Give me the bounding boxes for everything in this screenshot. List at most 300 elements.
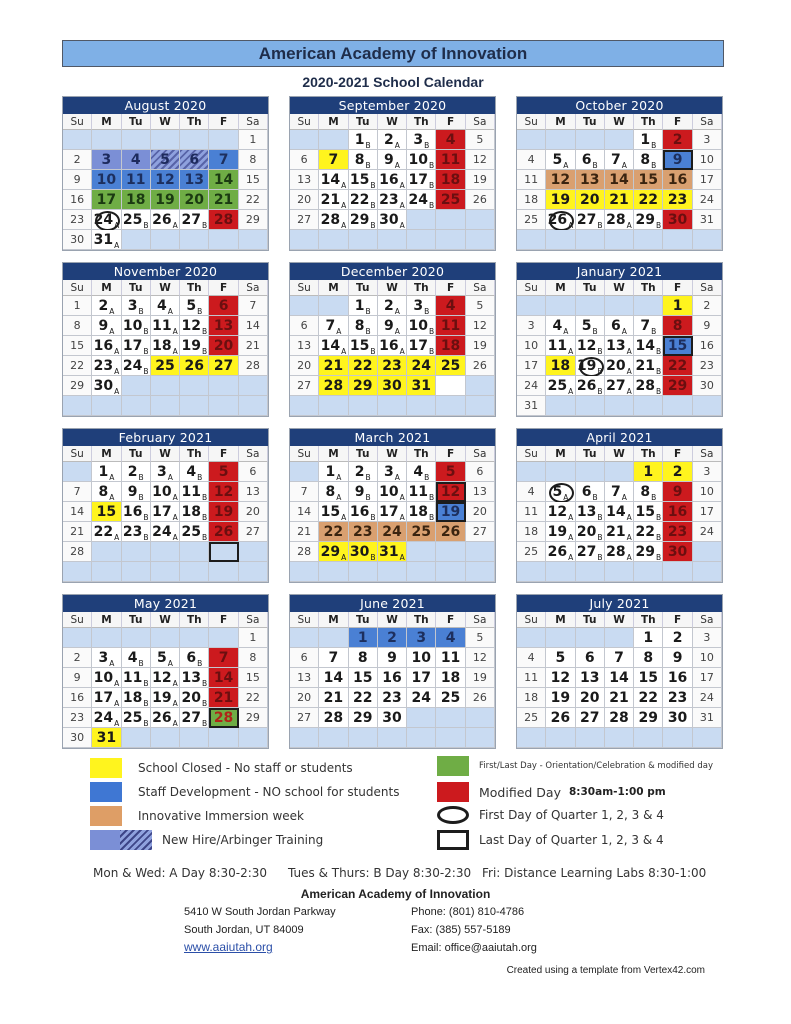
week-row (517, 668, 722, 688)
ab-day-label: A (568, 533, 574, 542)
day-cell (92, 648, 121, 668)
day-cell (378, 542, 407, 562)
day-cell (546, 210, 575, 230)
day-number: 28 (635, 378, 655, 394)
day-number: 7 (218, 650, 229, 666)
day-number: 8 (354, 318, 365, 334)
day-number: 29 (635, 212, 655, 228)
week-row (517, 628, 722, 648)
day-cell (517, 708, 546, 728)
day-cell (63, 190, 92, 210)
month-calendar (289, 96, 496, 251)
weekday-label: Th (407, 280, 436, 296)
day-cell (605, 522, 634, 542)
month-calendar (62, 96, 269, 251)
week-row (290, 190, 495, 210)
day-cell (92, 170, 121, 190)
week-row (63, 728, 268, 748)
day-number: 24 (699, 691, 714, 704)
week-row (517, 482, 722, 502)
empty-cell (466, 542, 495, 562)
day-number: 12 (213, 484, 234, 500)
week-row (63, 210, 268, 230)
day-number: 22 (93, 524, 114, 540)
day-number: 3 (413, 298, 424, 314)
day-cell (122, 210, 151, 230)
day-number: 16 (349, 504, 370, 520)
ab-day-label: B (424, 141, 430, 150)
day-cell (239, 130, 268, 150)
footer-phone: Phone: (801) 810-4786 (411, 906, 525, 918)
empty-cell (290, 296, 319, 316)
empty-cell (63, 396, 92, 416)
empty-cell (290, 628, 319, 648)
day-cell (63, 296, 92, 316)
day-number: 26 (152, 710, 172, 726)
weekday-label: F (436, 114, 465, 130)
day-cell (209, 210, 238, 230)
footer-school-name: American Academy of Innovation (300, 887, 491, 901)
day-cell (239, 336, 268, 356)
weekday-label: Th (634, 612, 663, 628)
day-cell (239, 190, 268, 210)
day-number: 10 (699, 485, 714, 498)
month-calendar (516, 428, 723, 583)
weekday-label: W (151, 114, 180, 130)
day-cell (436, 688, 465, 708)
ab-day-label: A (336, 493, 342, 502)
day-cell (92, 230, 121, 250)
empty-cell (634, 396, 663, 416)
ab-day-label: A (114, 699, 120, 708)
week-row (63, 396, 268, 416)
day-cell (180, 502, 209, 522)
day-cell (290, 482, 319, 502)
day-cell (576, 210, 605, 230)
weekday-label: Su (290, 280, 319, 296)
day-number: 26 (550, 710, 571, 726)
day-cell (349, 708, 378, 728)
month-calendar (516, 594, 723, 749)
day-cell (122, 296, 151, 316)
day-cell (349, 170, 378, 190)
weekday-label: W (605, 612, 634, 628)
day-cell (92, 376, 121, 396)
day-number: 9 (354, 484, 365, 500)
weekday-label: Th (407, 612, 436, 628)
day-number: 4 (127, 650, 138, 666)
day-number: 30 (379, 212, 399, 228)
day-cell (180, 708, 209, 728)
day-number: 20 (606, 358, 626, 374)
day-number: 1 (643, 464, 654, 480)
weekday-label: M (92, 446, 121, 462)
day-cell (319, 170, 348, 190)
ab-day-label: A (568, 513, 574, 522)
weekday-label: Tu (349, 114, 378, 130)
day-number: 8 (73, 319, 81, 332)
day-cell (517, 356, 546, 376)
day-cell (407, 376, 436, 396)
day-cell (92, 522, 121, 542)
day-number: 4 (413, 464, 424, 480)
day-number: 28 (297, 545, 312, 558)
day-number: 5 (552, 484, 563, 500)
day-cell (349, 668, 378, 688)
day-cell (349, 462, 378, 482)
weekday-label: Su (63, 446, 92, 462)
weekday-label: W (378, 114, 407, 130)
day-cell (122, 190, 151, 210)
weekday-label: Sa (239, 612, 268, 628)
week-row (517, 462, 722, 482)
blue-swatch (90, 782, 122, 802)
day-cell (239, 462, 268, 482)
day-number: 5 (552, 152, 563, 168)
day-cell (407, 190, 436, 210)
day-cell (407, 628, 436, 648)
day-cell (92, 728, 121, 748)
day-cell (151, 356, 180, 376)
week-row (290, 502, 495, 522)
day-number: 25 (122, 212, 143, 228)
empty-cell (634, 728, 663, 748)
day-number: 17 (96, 192, 117, 208)
footer-address-line1: 5410 W South Jordan Parkway (184, 906, 336, 918)
empty-cell (576, 230, 605, 250)
empty-cell (180, 728, 209, 748)
day-number: 3 (703, 133, 711, 146)
day-number: 29 (245, 213, 260, 226)
day-cell (466, 688, 495, 708)
day-number: 2 (672, 630, 683, 646)
day-cell (209, 688, 238, 708)
day-cell (605, 502, 634, 522)
empty-cell (122, 376, 151, 396)
day-cell (546, 170, 575, 190)
day-cell (378, 688, 407, 708)
weekday-label: Tu (576, 612, 605, 628)
day-number: 25 (440, 192, 461, 208)
day-cell (436, 356, 465, 376)
day-number: 21 (606, 524, 626, 540)
week-row (63, 296, 268, 316)
day-cell (517, 336, 546, 356)
day-number: 22 (70, 359, 85, 372)
day-cell (634, 356, 663, 376)
day-cell (378, 210, 407, 230)
day-number: 8 (249, 651, 257, 664)
empty-cell (180, 130, 209, 150)
day-cell (290, 542, 319, 562)
week-row (290, 708, 495, 728)
day-cell (151, 210, 180, 230)
week-row (63, 482, 268, 502)
day-number: 28 (70, 545, 85, 558)
day-number: 27 (576, 212, 597, 228)
day-number: 6 (218, 298, 229, 314)
day-number: 6 (300, 651, 308, 664)
ab-day-label: B (428, 347, 435, 356)
day-number: 9 (98, 318, 109, 334)
legend-label: Last Day of Quarter 1, 2, 3 & 4 (479, 833, 664, 847)
week-row (290, 296, 495, 316)
day-cell (92, 482, 121, 502)
day-cell (605, 482, 634, 502)
weekday-label: Sa (239, 114, 268, 130)
day-number: 13 (297, 671, 312, 684)
day-number: 28 (323, 378, 344, 394)
day-number: 3 (98, 650, 109, 666)
day-cell (576, 542, 605, 562)
ab-day-label: B (370, 221, 376, 230)
ab-day-label: B (143, 699, 149, 708)
day-cell (576, 708, 605, 728)
day-cell (151, 150, 180, 170)
week-row (63, 542, 268, 562)
empty-cell (576, 728, 605, 748)
ab-day-label: A (109, 493, 115, 502)
day-cell (349, 150, 378, 170)
day-number: 15 (635, 504, 655, 520)
ab-day-label: A (568, 347, 574, 356)
weekday-label: Tu (349, 446, 378, 462)
day-cell (634, 316, 663, 336)
week-row (517, 336, 722, 356)
website-link[interactable]: www.aaiutah.org (184, 940, 273, 954)
day-number: 30 (93, 378, 114, 394)
empty-cell (122, 562, 151, 582)
day-cell (239, 170, 268, 190)
empty-cell (576, 562, 605, 582)
day-cell (290, 356, 319, 376)
day-number: 7 (614, 650, 624, 666)
day-number: 16 (667, 670, 688, 686)
empty-cell (634, 230, 663, 250)
day-number: 29 (352, 710, 373, 726)
day-cell (63, 728, 92, 748)
weekday-label: W (605, 280, 634, 296)
empty-cell (349, 230, 378, 250)
weekday-header (517, 612, 722, 628)
day-cell (517, 210, 546, 230)
weekday-header (517, 446, 722, 462)
legend-staff-development (90, 782, 399, 802)
day-number: 18 (181, 504, 201, 520)
day-cell (546, 316, 575, 336)
week-row (63, 502, 268, 522)
day-cell (349, 482, 378, 502)
day-number: 12 (550, 670, 571, 686)
day-number: 15 (638, 172, 659, 188)
day-cell (693, 316, 722, 336)
ab-day-label: B (138, 659, 144, 668)
weekday-label: Tu (122, 612, 151, 628)
schedule-friday: Fri: Distance Learning Labs 8:30-1:00 (482, 866, 707, 880)
ab-day-label: B (651, 327, 657, 336)
day-cell (576, 668, 605, 688)
week-row (290, 170, 495, 190)
day-number: 8 (325, 484, 336, 500)
legend-label: New Hire/Arbinger Training (162, 833, 324, 847)
empty-cell (436, 542, 465, 562)
day-number: 21 (245, 339, 260, 352)
weekday-label: F (209, 612, 238, 628)
ab-day-label: B (370, 181, 376, 190)
day-number: 9 (73, 173, 81, 186)
ab-day-label: B (138, 307, 144, 316)
day-number: 12 (547, 504, 568, 520)
day-cell (209, 356, 238, 376)
empty-cell (693, 396, 722, 416)
day-number: 14 (323, 670, 344, 686)
empty-cell (663, 230, 692, 250)
day-cell (180, 356, 209, 376)
empty-cell (517, 728, 546, 748)
day-cell (290, 316, 319, 336)
day-cell (63, 688, 92, 708)
empty-cell (546, 562, 575, 582)
day-cell (576, 150, 605, 170)
empty-cell (466, 210, 495, 230)
month-calendar (516, 96, 723, 251)
ab-day-label: A (172, 699, 178, 708)
day-number: 10 (122, 318, 143, 334)
ab-day-label: A (626, 367, 632, 376)
day-number: 27 (297, 711, 312, 724)
day-number: 28 (606, 212, 626, 228)
day-number: 10 (152, 484, 172, 500)
empty-cell (466, 728, 495, 748)
month-title: January 2021 (517, 263, 722, 280)
day-number: 17 (524, 359, 539, 372)
calendar-title: 2020-2021 School Calendar (302, 74, 484, 90)
day-cell (239, 628, 268, 648)
day-number: 20 (297, 691, 312, 704)
empty-cell (605, 462, 634, 482)
ab-day-label: B (370, 513, 376, 522)
day-number: 29 (352, 378, 373, 394)
ab-day-label: B (201, 533, 208, 542)
day-cell (209, 150, 238, 170)
day-number: 22 (245, 193, 260, 206)
day-cell (436, 150, 465, 170)
schedule-b-day: Tues & Thurs: B Day 8:30-2:30 (288, 866, 472, 880)
weekday-label: M (546, 280, 575, 296)
day-cell (576, 336, 605, 356)
day-cell (663, 130, 692, 150)
day-cell (349, 502, 378, 522)
empty-cell (239, 542, 268, 562)
week-row (517, 376, 722, 396)
ab-day-label: B (201, 679, 208, 688)
day-cell (663, 648, 692, 668)
empty-cell (517, 230, 546, 250)
empty-cell (92, 628, 121, 648)
empty-cell (290, 396, 319, 416)
day-number: 3 (127, 298, 138, 314)
day-cell (407, 356, 436, 376)
day-cell (290, 522, 319, 542)
week-row (517, 170, 722, 190)
footer-email: Email: office@aaiutah.org (411, 942, 537, 954)
day-number: 24 (411, 358, 432, 374)
ab-day-label: B (201, 719, 208, 728)
day-number: 28 (213, 212, 234, 228)
empty-cell (180, 562, 209, 582)
ab-day-label: B (201, 327, 208, 336)
day-cell (436, 170, 465, 190)
day-number: 29 (638, 710, 659, 726)
day-cell (63, 542, 92, 562)
day-cell (290, 190, 319, 210)
day-number: 27 (181, 212, 201, 228)
day-cell (92, 688, 121, 708)
day-number: 15 (638, 670, 659, 686)
day-cell (92, 336, 121, 356)
day-cell (290, 648, 319, 668)
day-number: 14 (609, 670, 629, 686)
day-number: 29 (245, 711, 260, 724)
day-cell (517, 396, 546, 416)
day-number: 23 (122, 524, 143, 540)
weekday-label: Sa (466, 446, 495, 462)
day-cell (407, 316, 436, 336)
day-number: 5 (555, 650, 566, 666)
day-number: 21 (70, 525, 85, 538)
day-number: 29 (635, 544, 655, 560)
day-number: 6 (581, 484, 592, 500)
empty-cell (605, 130, 634, 150)
day-cell (122, 150, 151, 170)
weekday-label: Th (180, 114, 209, 130)
empty-cell (151, 542, 180, 562)
day-cell (63, 648, 92, 668)
day-cell (290, 708, 319, 728)
day-cell (92, 150, 121, 170)
day-number: 27 (579, 710, 600, 726)
day-cell (693, 150, 722, 170)
day-number: 22 (349, 192, 370, 208)
day-number: 17 (699, 671, 714, 684)
day-number: 1 (357, 630, 368, 646)
week-row (290, 210, 495, 230)
empty-cell (436, 396, 465, 416)
ab-day-label: A (399, 493, 405, 502)
empty-cell (122, 130, 151, 150)
month-title: December 2020 (290, 263, 495, 280)
empty-cell (546, 230, 575, 250)
day-cell (319, 462, 348, 482)
day-number: 22 (352, 358, 373, 374)
day-number: 30 (349, 544, 370, 560)
day-cell (319, 502, 348, 522)
week-row (517, 356, 722, 376)
day-number: 7 (300, 485, 308, 498)
day-cell (407, 688, 436, 708)
day-cell (546, 708, 575, 728)
day-cell (319, 190, 348, 210)
day-number: 7 (325, 318, 336, 334)
ab-day-label: B (597, 533, 603, 542)
day-cell (239, 522, 268, 542)
empty-cell (180, 376, 209, 396)
day-number: 19 (152, 690, 172, 706)
day-cell (180, 296, 209, 316)
day-number: 16 (667, 504, 688, 520)
empty-cell (576, 628, 605, 648)
empty-cell (466, 708, 495, 728)
